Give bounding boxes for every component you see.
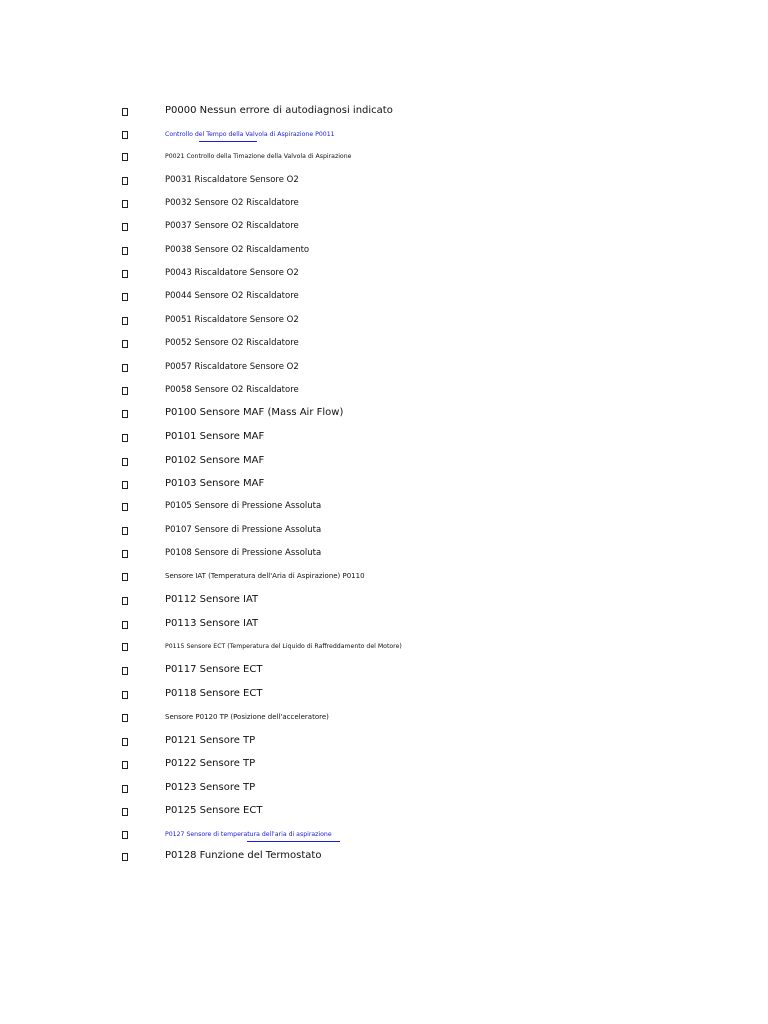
link-underline (199, 141, 257, 142)
list-item-label: P0123 Sensore TP (165, 782, 256, 793)
list-item (0, 735, 768, 757)
checkbox-outline-icon (122, 108, 128, 116)
list-item (0, 664, 768, 686)
list-item-link[interactable]: Controllo del Tempo della Valvola di Aspirazione P0011 (165, 131, 335, 138)
list-item-label: P0000 Nessun errore di autodiagnosi indicato (165, 105, 393, 116)
checkbox-outline-icon (122, 270, 128, 278)
checkbox-outline-icon (122, 597, 128, 605)
list-item-label: P0032 Sensore O2 Riscaldatore (165, 198, 299, 208)
list-item (0, 478, 768, 500)
list-item (0, 570, 768, 592)
list-item-label: P0103 Sensore MAF (165, 478, 265, 489)
list-item (0, 455, 768, 477)
list-item-label: P0031 Riscaldatore Sensore O2 (165, 175, 299, 185)
list-item (0, 337, 768, 359)
checkbox-outline-icon (122, 831, 128, 839)
list-item-label: Sensore IAT (Temperatura dell'Aria di Aspirazione) P0110 (165, 572, 365, 580)
list-item-label: P0101 Sensore MAF (165, 431, 265, 442)
list-item (0, 688, 768, 710)
checkbox-outline-icon (122, 247, 128, 255)
checkbox-outline-icon (122, 177, 128, 185)
list-item (0, 850, 768, 872)
checkbox-outline-icon (122, 317, 128, 325)
checkbox-outline-icon (122, 808, 128, 816)
list-item-label: P0037 Sensore O2 Riscaldatore (165, 221, 299, 231)
link-underline (247, 841, 340, 842)
list-item-label: P0113 Sensore IAT (165, 618, 259, 629)
list-item (0, 105, 768, 127)
list-item-label: P0118 Sensore ECT (165, 688, 263, 699)
list-item-label: P0044 Sensore O2 Riscaldatore (165, 291, 299, 301)
checkbox-outline-icon (122, 293, 128, 301)
list-item-label: P0115 Sensore ECT (Temperatura del Liquido di Raffreddamento del Motore) (165, 643, 402, 650)
list-item-label: P0100 Sensore MAF (Mass Air Flow) (165, 407, 344, 418)
checkbox-outline-icon (122, 785, 128, 793)
checkbox-outline-icon (122, 131, 128, 139)
list-item (0, 500, 768, 522)
list-item (0, 640, 768, 662)
list-item (0, 758, 768, 780)
list-item (0, 805, 768, 827)
list-item-label: P0105 Sensore di Pressione Assoluta (165, 501, 322, 511)
list-item-label: P0038 Sensore O2 Riscaldamento (165, 245, 310, 255)
list-item-label: P0128 Funzione del Termostato (165, 850, 322, 861)
list-item (0, 361, 768, 383)
list-item (0, 128, 768, 150)
list-item (0, 220, 768, 242)
list-item (0, 290, 768, 312)
checkbox-outline-icon (122, 527, 128, 535)
checkbox-outline-icon (122, 434, 128, 442)
checkbox-outline-icon (122, 853, 128, 861)
list-item (0, 618, 768, 640)
list-item (0, 594, 768, 616)
list-item (0, 244, 768, 266)
list-item (0, 174, 768, 196)
list-item (0, 431, 768, 453)
list-item-label: P0107 Sensore di Pressione Assoluta (165, 525, 322, 535)
checkbox-outline-icon (122, 714, 128, 722)
list-item (0, 197, 768, 219)
checkbox-outline-icon (122, 153, 128, 161)
list-item (0, 547, 768, 569)
checkbox-outline-icon (122, 223, 128, 231)
list-item-label: P0112 Sensore IAT (165, 594, 259, 605)
checkbox-outline-icon (122, 340, 128, 348)
list-item-label: P0057 Riscaldatore Sensore O2 (165, 362, 299, 372)
list-item-label: P0058 Sensore O2 Riscaldatore (165, 385, 299, 395)
checkbox-outline-icon (122, 481, 128, 489)
checkbox-outline-icon (122, 761, 128, 769)
list-item-link[interactable]: P0127 Sensore di temperatura dell'aria di aspirazione (165, 831, 332, 838)
list-item-label: P0102 Sensore MAF (165, 455, 265, 466)
list-item-label: P0117 Sensore ECT (165, 664, 263, 675)
list-item-label: P0121 Sensore TP (165, 735, 256, 746)
list-item (0, 524, 768, 546)
checkbox-outline-icon (122, 200, 128, 208)
checkbox-outline-icon (122, 621, 128, 629)
checkbox-outline-icon (122, 643, 128, 651)
list-item (0, 314, 768, 336)
checkbox-outline-icon (122, 667, 128, 675)
list-item-label: P0052 Sensore O2 Riscaldatore (165, 338, 299, 348)
checkbox-outline-icon (122, 503, 128, 511)
list-item (0, 782, 768, 804)
list-item-label: P0108 Sensore di Pressione Assoluta (165, 548, 322, 558)
checkbox-outline-icon (122, 573, 128, 581)
list-item (0, 407, 768, 429)
list-item-label: P0125 Sensore ECT (165, 805, 263, 816)
checkbox-outline-icon (122, 364, 128, 372)
checkbox-outline-icon (122, 387, 128, 395)
checkbox-outline-icon (122, 410, 128, 418)
checkbox-outline-icon (122, 691, 128, 699)
list-item-label: P0122 Sensore TP (165, 758, 256, 769)
list-item-label: P0043 Riscaldatore Sensore O2 (165, 268, 299, 278)
list-item-label: P0021 Controllo della Timazione della Valvola di Aspirazione (165, 153, 352, 160)
list-item (0, 267, 768, 289)
checkbox-outline-icon (122, 550, 128, 558)
list-item (0, 828, 768, 850)
list-item-label: P0051 Riscaldatore Sensore O2 (165, 315, 299, 325)
list-item (0, 384, 768, 406)
checkbox-outline-icon (122, 738, 128, 746)
list-item (0, 150, 768, 172)
checkbox-outline-icon (122, 458, 128, 466)
list-item (0, 711, 768, 733)
list-item-label: Sensore P0120 TP (Posizione dell'acceleratore) (165, 713, 329, 721)
